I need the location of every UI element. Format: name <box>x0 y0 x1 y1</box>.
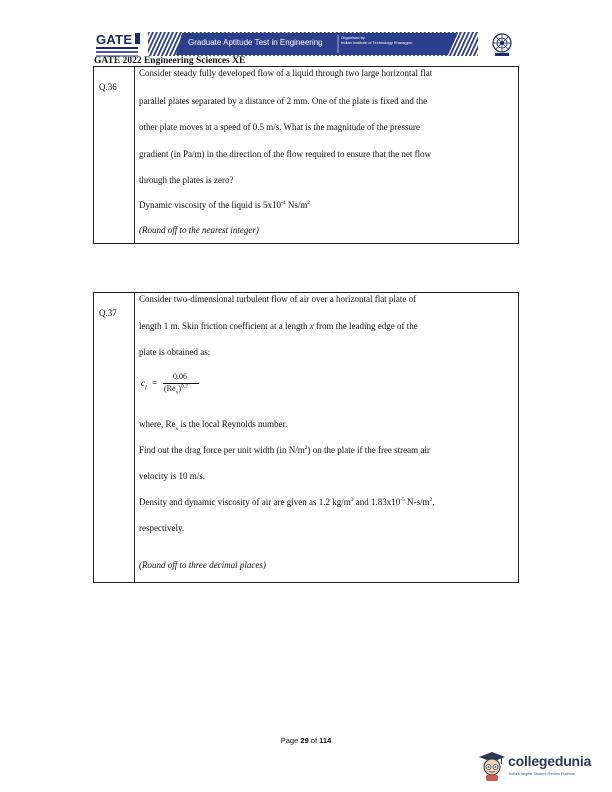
brand-tagline: India's largest Student Review Platform <box>509 772 576 776</box>
iit-emblem-icon <box>490 32 514 58</box>
question-text-line: parallel plates separated by a distance of 2 mm. One of the plate is fixed and the <box>139 96 428 106</box>
question-table-q37 <box>93 292 519 583</box>
question-text-line: velocity is 10 m/s. <box>139 471 205 481</box>
rounding-note: (Round off to three decimal places) <box>139 560 266 570</box>
question-text-line: other plate moves at a speed of 0.5 m/s. What is the magnitude of the pressure <box>139 122 421 132</box>
formula-numerator: 0.06 <box>173 372 187 381</box>
question-number: Q.36 <box>99 82 117 92</box>
rounding-note: (Round off to the nearest integer) <box>139 225 259 235</box>
question-text-line: through the plates is zero? <box>139 175 234 185</box>
page-number: Page 29 of 114 <box>280 736 332 745</box>
document-title: GATE 2022 Engineering Sciences XE <box>94 56 246 66</box>
question-text-line: Density and dynamic viscosity of air are given as 1.2 $kg/m^3$ and $1.83x10^{-5}$ $N-s/m^2$, <box>139 497 435 507</box>
header-banner <box>148 32 478 56</box>
collegedunia-logo <box>478 750 608 784</box>
banner-organiser: Organised by Indian Institute of Technology Kharagpur <box>341 35 413 45</box>
brand-name: collegedunia <box>508 753 592 769</box>
graduate-mascot-icon <box>478 750 506 782</box>
gate-logo-year-mark <box>135 33 140 44</box>
gate-logo-text: GATE <box>96 32 133 47</box>
question-text-line: respectively. <box>139 523 185 533</box>
question-number: Q.37 <box>99 308 117 318</box>
skin-friction-formula: $c_f$ = 0.06 $(Re_x)^{0.2}$ <box>141 372 221 402</box>
question-text-line: Consider two-dimensional turbulent flow of air over a horizontal flat plate of <box>139 294 417 304</box>
question-text-line: Find out the drag force per unit width (in $N/m^2$) on the plate if the free stream air <box>139 445 430 455</box>
formula-denominator: $(Re_x)^{0.2}$ <box>164 383 188 396</box>
question-text-line: gradient (in Pa/m) in the direction of the flow required to ensure that the net flow <box>139 149 432 159</box>
question-text-line: where, $Re_x$ is the local Reynolds number. <box>139 419 288 432</box>
viscosity-given: Dynamic viscosity of the liquid is $5x10^{-4}$ $Ns/m^2$ <box>139 200 311 210</box>
question-text-line: Consider steady fully developed flow of a liquid through two large horizontal flat <box>139 68 433 78</box>
question-text-line: plate is obtained as: <box>139 347 211 357</box>
question-text-line: length 1 m. Skin friction coefficient at a length x from the leading edge of the <box>139 321 418 331</box>
banner-title: Graduate Aptitude Test in Engineering <box>188 38 323 47</box>
